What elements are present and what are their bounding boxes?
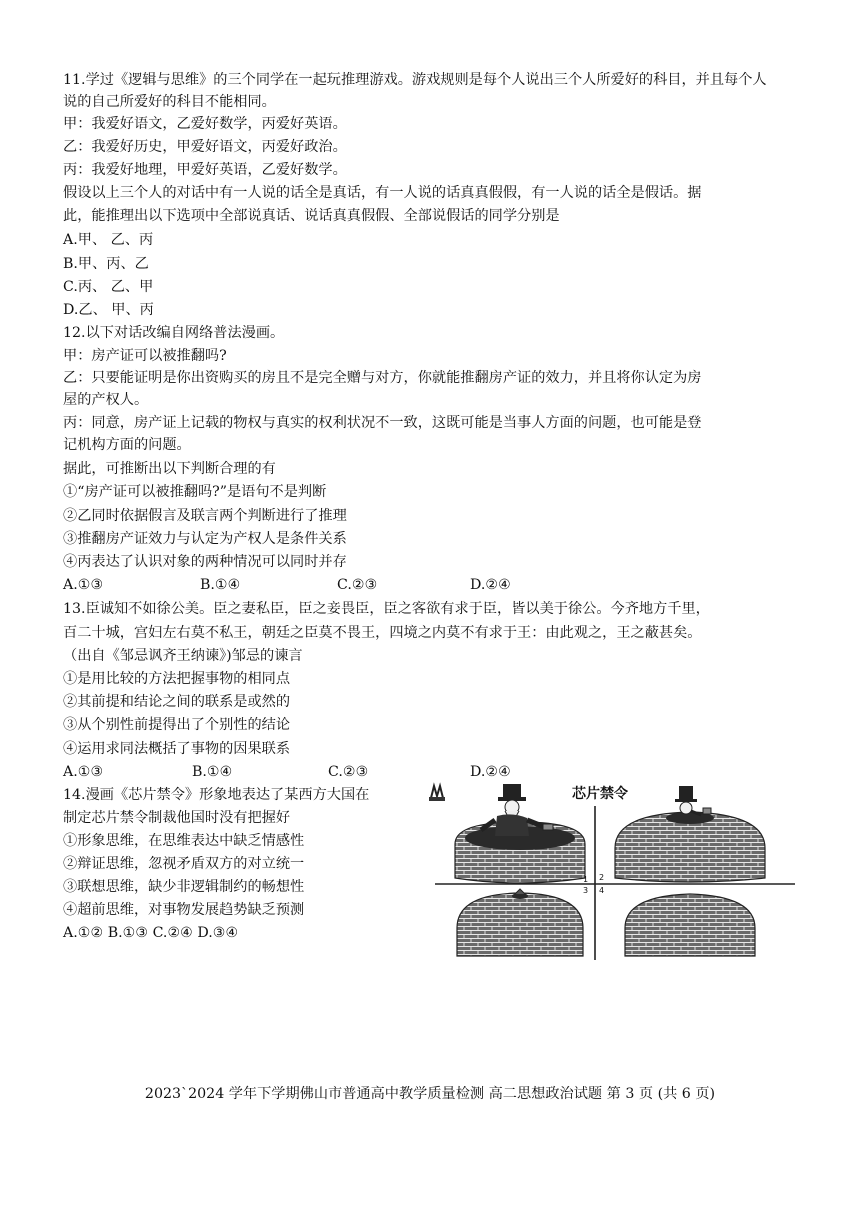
q12-jia-statement: 甲：房产证可以被推翻吗? — [63, 348, 227, 364]
q14-stem-line-1: 14.漫画《芯片禁令》形象地表达了某西方大国在 — [63, 787, 370, 803]
chip-ban-cartoon — [425, 778, 795, 960]
panel-number-3: 3 — [583, 886, 589, 895]
page-footer: 2023`2024 学年下学期佛山市普通高中教学质量检测 高二思想政治试题 第 3 页 (共 6 页) — [144, 1086, 716, 1102]
q11-option-b: B.甲、丙、乙 — [63, 256, 149, 272]
q13-option-b: B.①④ — [192, 764, 233, 780]
cartoon-panel-1 — [455, 784, 585, 883]
q11-stem-line-1: 11.学过《逻辑与思维》的三个同学在一起玩推理游戏。游戏规则是每个人说出三个人所爱好的科目，并且每个人 — [63, 72, 767, 88]
q12-option-b: B.①④ — [200, 577, 241, 593]
q12-statement-2: ②乙同时依据假言及联言两个判断进行了推理 — [63, 508, 347, 524]
q14-stem-line-2: 制定芯片禁令制裁他国时没有把握好 — [63, 810, 291, 826]
q13-stem-line-1: 13.臣诚知不如徐公美。臣之妻私臣，臣之妾畏臣，臣之客欲有求于臣，皆以美于徐公。今齐地方千里， — [63, 601, 710, 617]
q13-option-a: A.①③ — [63, 764, 104, 780]
q12-yi-line-1: 乙：只要能证明是你出资购买的房且不是完全赠与对方，你就能推翻房产证的效力，并且将你认定为房 — [63, 370, 702, 386]
panel-number-1: 1 — [583, 875, 589, 884]
q12-statement-1: ①“房产证可以被推翻吗?”是语句不是判断 — [63, 484, 327, 500]
q12-stem: 12.以下对话改编自网络普法漫画。 — [63, 325, 285, 341]
q13-statement-4: ④运用求同法概括了事物的因果联系 — [63, 741, 291, 757]
q12-bing-line-1: 丙：同意，房产证上记载的物权与真实的权利状况不一致，这既可能是当事人方面的问题，也可能是登 — [63, 415, 702, 431]
q13-option-d: D.②④ — [470, 764, 511, 780]
artist-mark-icon — [429, 786, 445, 801]
q12-yi-line-2: 屋的产权人。 — [63, 392, 149, 408]
q11-question-line-2: 此，能推理出以下选项中全部说真话、说话真真假假、全部说假话的同学分别是 — [63, 208, 560, 224]
q13-statement-1: ①是用比较的方法把握事物的相同点 — [63, 671, 291, 687]
q11-question-line-1: 假设以上三个人的对话中有一人说的话全是真话，有一人说的话真真假假，有一人说的话全是假话。据 — [63, 185, 702, 201]
q13-option-c: C.②③ — [328, 764, 369, 780]
q14-statement-4: ④超前思维，对事物发展趋势缺乏预测 — [63, 902, 305, 918]
q14-options: A.①② B.①③ C.②④ D.③④ — [63, 925, 239, 941]
q14-statement-1: ①形象思维，在思维表达中缺乏情感性 — [63, 833, 305, 849]
q14-statement-3: ③联想思维，缺少非逻辑制约的畅想性 — [63, 879, 305, 895]
q12-statement-4: ④丙表达了认识对象的两种情况可以同时并存 — [63, 554, 347, 570]
q11-option-d: D.乙、 甲、丙 — [63, 302, 154, 318]
q12-question: 据此，可推断出以下判断合理的有 — [63, 461, 276, 477]
q12-option-d: D.②④ — [470, 577, 511, 593]
q12-options-row — [63, 574, 683, 596]
q11-yi-statement: 乙：我爱好历史，甲爱好语文，丙爱好政治。 — [63, 139, 347, 155]
q11-bing-statement: 丙：我爱好地理，甲爱好英语，乙爱好数学。 — [63, 162, 347, 178]
cartoon-panel-2 — [615, 786, 765, 882]
q14-statement-2: ②辩证思维，忽视矛盾双方的对立统一 — [63, 856, 305, 872]
cartoon-panel-4 — [625, 894, 755, 956]
q11-stem-line-2: 说的自己所爱好的科目不能相同。 — [63, 94, 276, 110]
q13-stem-line-3: （出自《邹忌讽齐王纳谏》)邹忌的谏言 — [63, 648, 303, 664]
q11-jia-statement: 甲：我爱好语文，乙爱好数学，丙爱好英语。 — [63, 116, 347, 132]
cartoon-title: 芯片禁令 — [572, 786, 628, 802]
q13-statement-2: ②其前提和结论之间的联系是或然的 — [63, 694, 291, 710]
q13-stem-line-2: 百二十城，宫妇左右莫不私王，朝廷之臣莫不畏王，四境之内莫不有求于王：由此观之，王之蔽甚矣。 — [63, 625, 702, 641]
q13-statement-3: ③从个别性前提得出了个别性的结论 — [63, 717, 291, 733]
q12-option-c: C.②③ — [337, 577, 378, 593]
q11-option-a: A.甲、 乙、丙 — [63, 232, 154, 248]
cartoon-panel-3 — [457, 889, 583, 956]
q12-bing-line-2: 记机构方面的问题。 — [63, 437, 191, 453]
q11-option-c: C.丙、 乙、甲 — [63, 279, 154, 295]
panel-number-4: 4 — [599, 886, 605, 895]
panel-number-2: 2 — [599, 873, 605, 882]
q12-statement-3: ③推翻房产证效力与认定为产权人是条件关系 — [63, 531, 347, 547]
q12-option-a: A.①③ — [63, 577, 104, 593]
